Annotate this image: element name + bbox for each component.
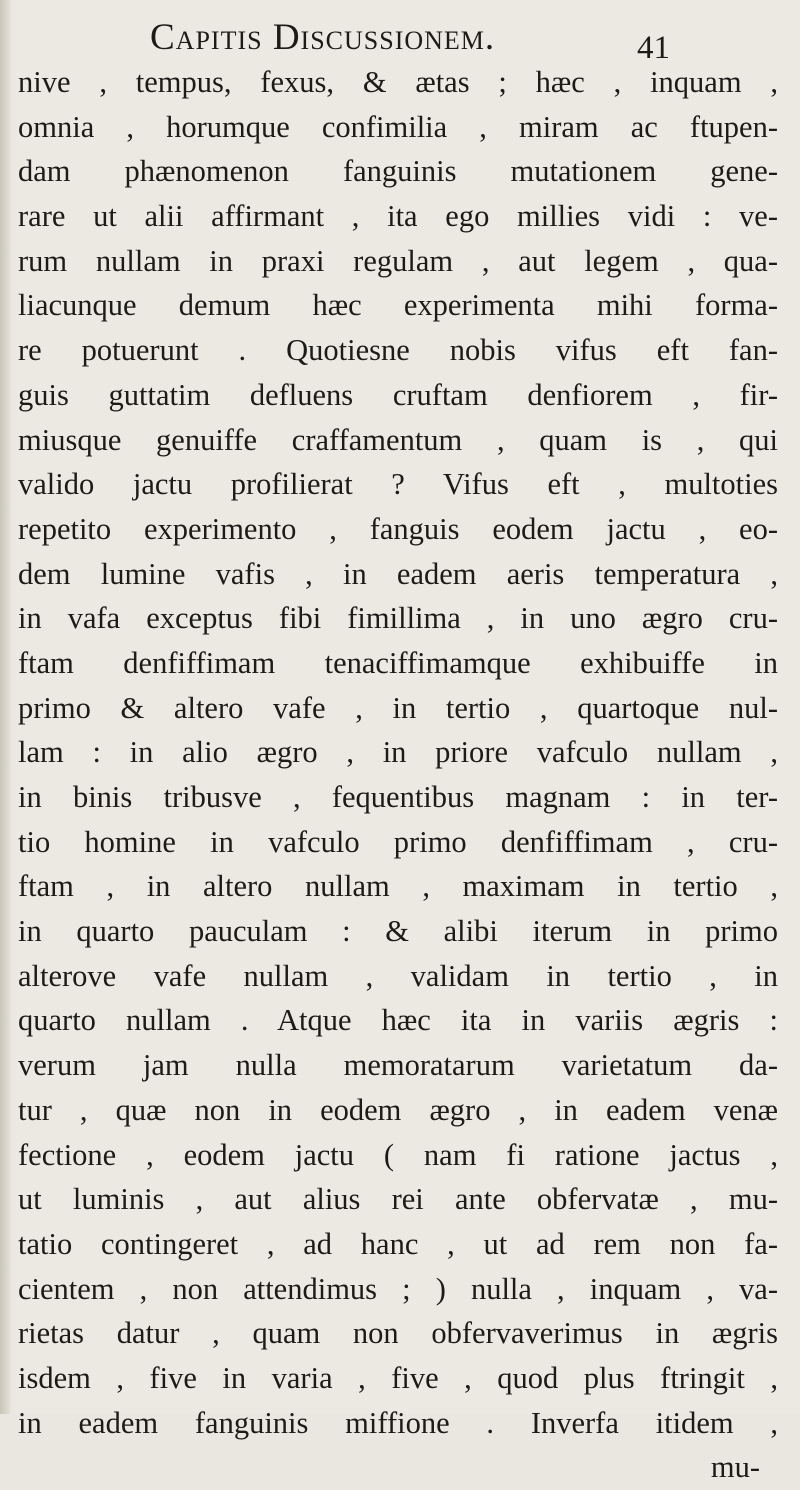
text-line: valido jactu profilierat ? Vifus eft , multoties	[18, 467, 778, 502]
text-line: guis guttatim defluens cruftam denfiorem , fir-	[18, 377, 778, 412]
text-line: ut luminis , aut alius rei ante obfervatæ , mu-	[18, 1182, 778, 1217]
text-line: re potuerunt . Quotiesne nobis vifus eft fan-	[18, 333, 778, 368]
text-line: tio homine in vafculo primo denfiffimam , cru-	[18, 824, 778, 859]
text-line: lam : in alio ægro , in priore vafculo nullam ,	[18, 735, 778, 770]
catchword: mu-	[710, 1450, 760, 1485]
text-line: primo & altero vafe , in tertio , quartoque nul-	[18, 690, 778, 725]
text-line: in quarto pauculam : & alibi iterum in primo	[18, 914, 778, 949]
text-line: dem lumine vafis , in eadem aeris temperatura ,	[18, 556, 778, 591]
text-line: tur , quæ non in eodem ægro , in eadem venæ	[18, 1092, 778, 1127]
text-line: ftam , in altero nullam , maximam in tertio ,	[18, 869, 778, 904]
text-line: verum jam nulla memoratarum varietatum da-	[18, 1048, 778, 1083]
text-line: isdem , five in varia , five , quod plus ftringit ,	[18, 1360, 778, 1395]
text-line: omnia , horumque confimilia , miram ac ftupen-	[18, 109, 778, 144]
text-line: miusque genuiffe craffamentum , quam is , qui	[18, 422, 778, 457]
text-line: liacunque demum hæc experimenta mihi forma-	[18, 288, 778, 323]
text-line: repetito experimento , fanguis eodem jactu , eo-	[18, 511, 778, 546]
text-line: in vafa exceptus fibi fimillima , in uno ægro cru-	[18, 601, 778, 636]
running-head-title: Capitis Discussionem.	[150, 17, 496, 58]
text-line: cientem , non attendimus ; ) nulla , inquam , va-	[18, 1271, 778, 1306]
text-line: rum nullam in praxi regulam , aut legem , qua-	[18, 243, 778, 278]
text-line: fectione , eodem jactu ( nam fi ratione jactus ,	[18, 1137, 778, 1172]
text-line: quarto nullam . Atque hæc ita in variis ægris :	[18, 1003, 778, 1038]
text-line: ftam denfiffimam tenaciffimamque exhibuiffe in	[18, 645, 778, 680]
text-line: nive , tempus, fexus, & ætas ; hæc , inquam ,	[18, 65, 778, 99]
text-line: tatio contingeret , ad hanc , ut ad rem non fa-	[18, 1226, 778, 1261]
page-gutter-shadow	[0, 0, 10, 1414]
text-line: alterove vafe nullam , validam in tertio , in	[18, 958, 778, 993]
page-number: 41	[637, 30, 670, 66]
body-text	[18, 60, 778, 1490]
text-line: in binis tribusve , fequentibus magnam : in ter-	[18, 780, 778, 814]
text-line: dam phænomenon fanguinis mutationem gene-	[18, 154, 778, 189]
text-line: rare ut alii affirmant , ita ego millies vidi : ve-	[18, 199, 778, 234]
text-line: in eadem fanguinis miffione . Inverfa itidem ,	[18, 1405, 778, 1440]
text-line: rietas datur , quam non obfervaverimus in ægris	[18, 1316, 778, 1351]
